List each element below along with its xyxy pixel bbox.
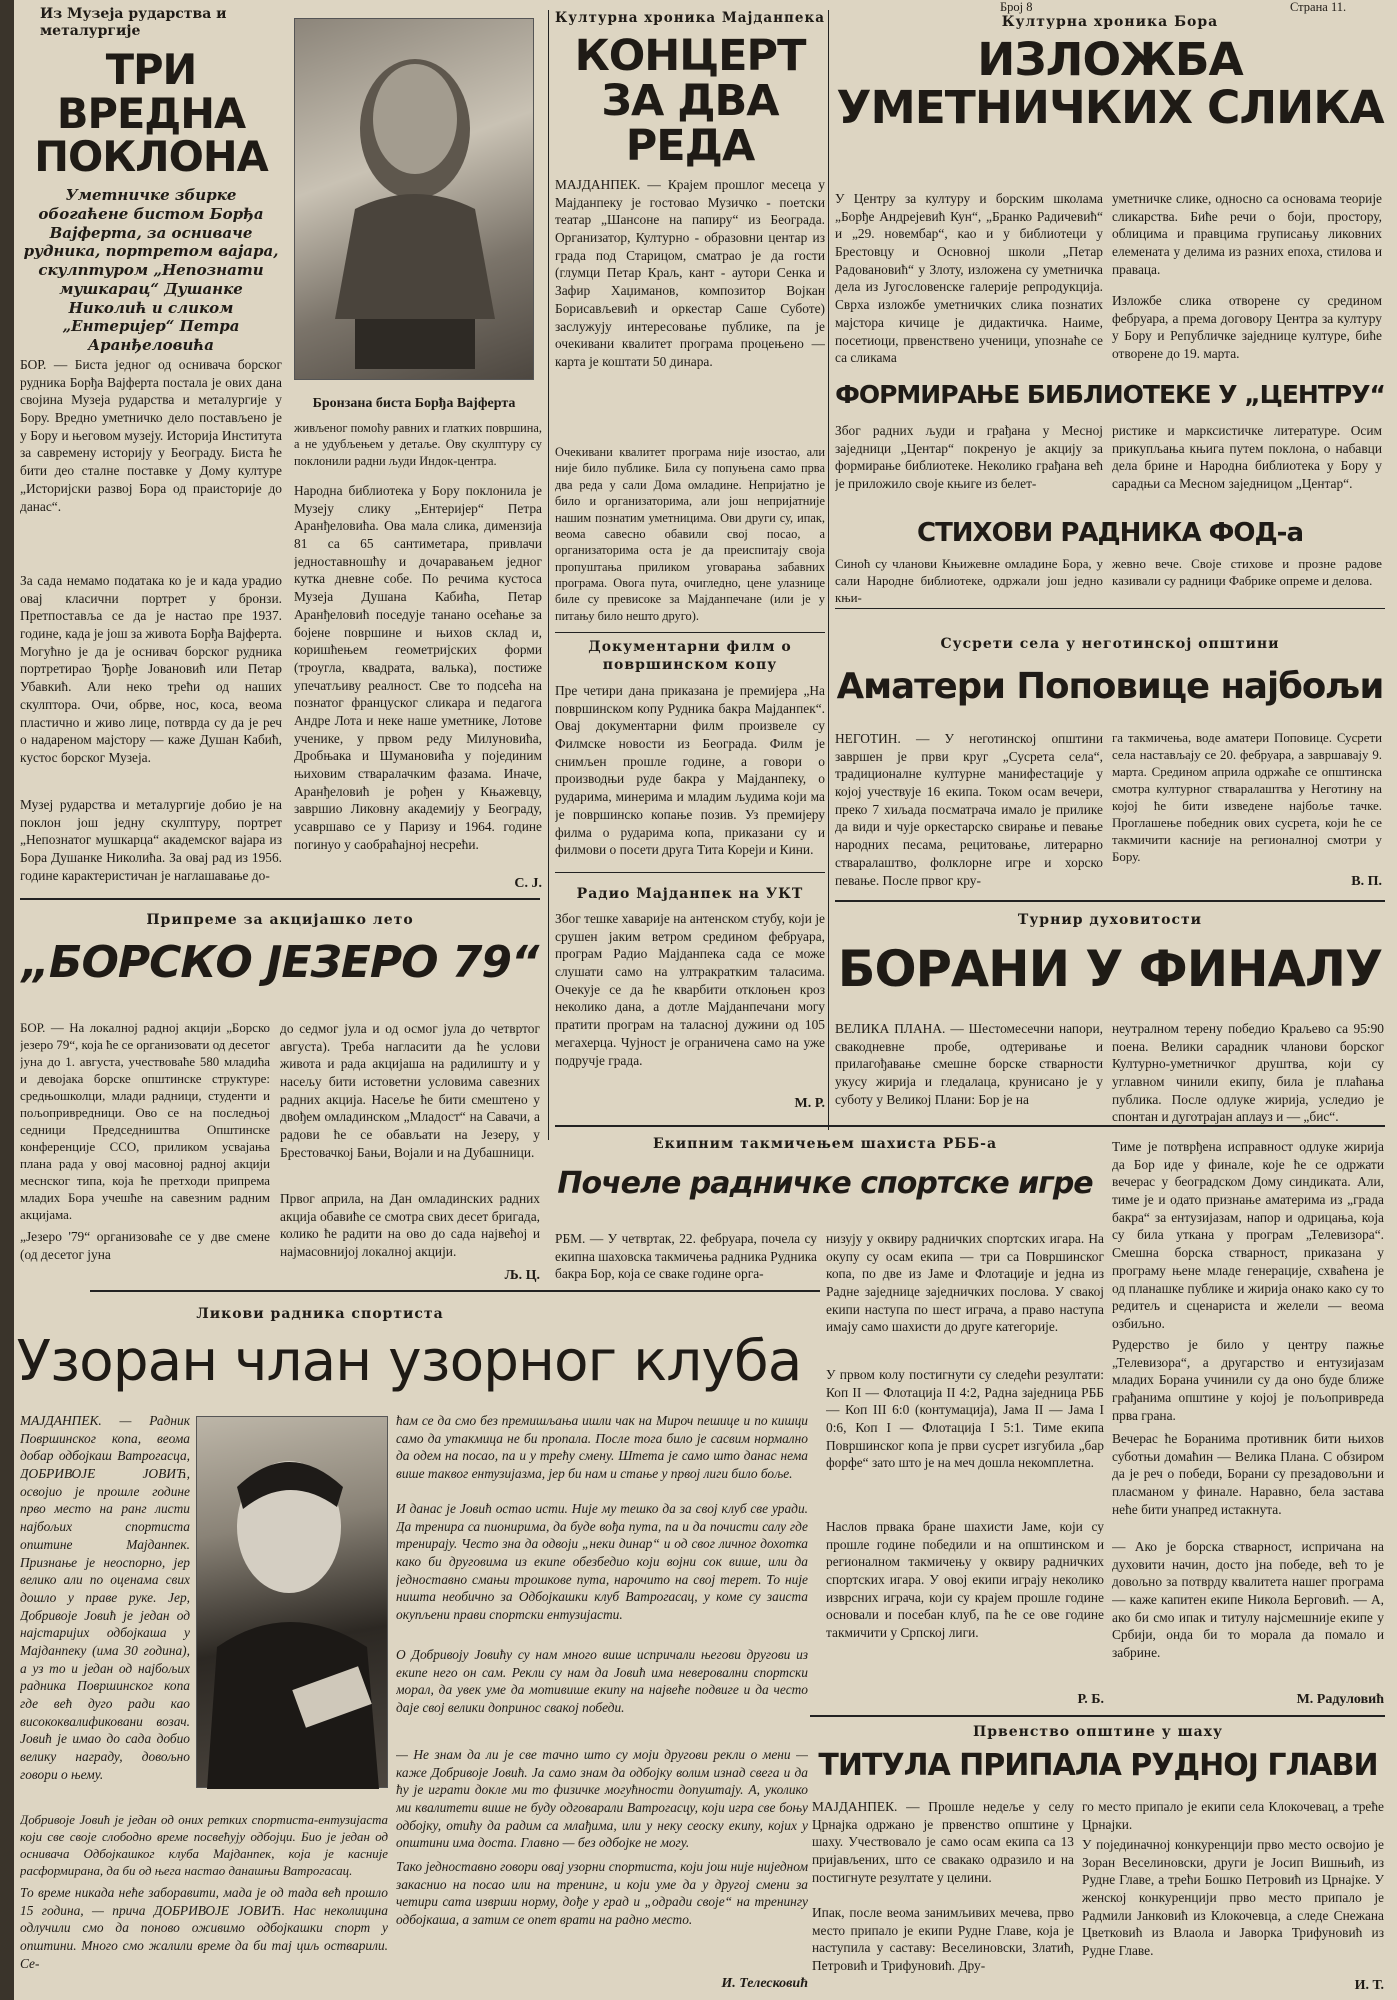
section-rule [835,608,1385,609]
a10-body5: Вечерас ће Боранима противник бити њихов суботњи домаћин — Велика Плана. С обзиром да је реч о победи, Борани су презадовољни и пласманом у финале. Наравно, бела застава неће бити унапред истакнута. [1112,1431,1384,1517]
column-rule [548,10,549,1140]
a10-body6: — Ако је борска стварност, испричана на духовити начин, досто јна победе, већ то је довољно за потврду квалитета нашег програма — каже капитен екипе Никола Берговић. — А, ако би смо ипак и титулу најсмешније екипе у Србији, онда би то морала да помало и забрине. [1112,1539,1384,1661]
a12-signature: И. Телесковић [721,1976,808,1991]
a2-body2: Очекивани квалитет програма није изостао, али није било публике. Била су попуњена само прва два реда у сали Дома омладине. Непријатно је било и организаторима, али још непријатније нашим познатим уметницима. Ови други су, ипак, веома савесно обавили свој посао, а организаторима оста је да преиспитају своја пропуштања приликом уговарања забавних програма. Овога пута, очигледно, цене улазнице биле су превисоке за Мајданпечане (или је у питању било нешто друго). [555,445,825,623]
a12-body7: — Не знам да ли је све тачно што су моји другови рекли о мени — каже Добривоје Јовић. Ја само знам да одбојку волим изнад свега и да ћу је играти докле ми то физичке могућности допуштају. А, уколико ми квалитети више не буду одговарали Ватрогасцу, који игра све боњу одбојку, отићу да радим са млађима, или у неку сеоску екипу, којих у општини има доста. Главно — без одбојке не могу. [396,1747,808,1851]
a9-kicker: Припреме за акцијашко лето [146,912,414,928]
a13-body2: Ипак, после веома занимљивих мечева, прво место припало је екипи Рудне Главе, која је наступила у саставу: Веселиновски, Златић, Петровић и Трифуновић. Дру- [812,1905,1074,1974]
a8-body1: НЕГОТИН. — У неготинској општини завршен је први круг „Сусрета села“, традиционалне културне манифестације у којој учествује 16 екипа. Током осам вечери, преко 7 хиљада посматрача имало је прилике да види и чује оркестарско свирање и певање народних песама, рецитовање, литерарно стваралаштво, фолклорне игре и хорско певање. После првог кру- [835,731,1103,888]
a12-kicker: Ликови радника спортиста [196,1306,444,1322]
athlete-illustration [197,1417,389,1789]
section-rule [555,632,825,633]
a1-body4: живљеног помоћу равних и глатких површина, а не удубљењем у детаље. Ову скулптуру су поклонили радни људи Индок-центра. [294,421,542,468]
a7-kicker: Радио Мајданпек на УКТ [576,886,804,902]
a3-title: ИЗЛОЖБА УМЕТНИЧКИХ СЛИКА [836,36,1384,134]
page-edge [0,0,14,2000]
a12-title: Узоран члан узорног клуба [16,1332,802,1394]
a12-body2: Добривоје Јовић је један од оних ретких спортиста-ентузијаста који све своје слободно време посвећују одбојци. Био је један од оснивача Одбојкашког клуба Мајданпек, која је касније расформирана, да би од њега настао данашњи Ватрогасац. [20,1813,388,1879]
a6-kicker: Документарни филм о површинском копу [588,639,792,674]
section-rule [835,900,1385,902]
bust-caption: Бронзана биста Борђа Вајферта [312,396,516,411]
issue-number: Број 8 [1000,0,1033,14]
a11-body4: Наслов првака бране шахисти Јаме, који су прошле године победили и на општинском и регионалном такмичењу у оквиру радничких спортских игара. У овој екипи играју неколико изврсних играча, који су крајем прошле године основали и посебан клуб, па ће се ове године такмичити у Српској лиги. [826,1519,1104,1641]
a1-body5: Народна библиотека у Бору поклонила је Музеју слику „Ентеријер“ Петра Аранђеловића. Ова мала слика, димензија 81 са 65 сантиметара, привлачи једноставношћу и дочаравањем једног кутка дневне собе. По речима кустоса Музеја Душана Кабића, Петар Аранђеловић поседује танано осећање за бојене површине и њихов склад и, коришћењем геометријских форми (троугла, квадрата, валька), постиже упечатљиву реалност. Све то подсећа на познатог француског сликара и педагога Андре Лота и неке наше уметнике, Лотове ученике, у првом реду Милуновића, Дробњака и Шумановића у појединим њиховим стваралачким фазама. Иначе, Аранђеловић је рођен у Књажевцу, завршио Ликовну академију у Београду, усавршаво се у Паризу и 1964. године погинуо у саобраћајној несрећи. [294,483,542,852]
section-rule [20,898,540,900]
a9-body3: до седмог јула и од осмог јула до четвртог августа). Треба нагласити да ће услови живота и рада акцијаша на радилишту и у насељу бити истоветни условима савезних радних акција. Насеље ће бити смештено у двођем омладинском „Младост“ на Савачи, а радови ће се обављати на Језеру, у Брестовачкој Бањи, Војали и на Дубашници. [280,1021,540,1160]
a9-body1: БОР. — На локалној радној акцији „Борско језеро 79“, која ће се организовати од десетог јуна до 1. августа, учествоваће 580 младића и девојака борске општинске структуре: средњошколци, млади радници, студенти и пољопривредници. Ово се на последњој седници Председништва Општинске конференције ССО, приликом усвајања плана рада у овој масовној радној акцији меснског типа, која ће претходи припрема младих Бора учешће на савезним радним акцијама. [20,1021,270,1223]
a1-body3: Музеј рударства и металургије добио је на поклон још једну скулптуру, портрет „Непознатог мушкарца“ академског вајара из Бора Душанке Николића. За овај рад из 1956. године карактеристичан је наглашавање до- [20,797,282,883]
a7-body: Због тешке хаварије на антенском стубу, који је срушен јаким ветром средином фебруара, програм Радио Мајданпека сада се може слушати само на ултракратким таласима. Очекује се да ће кварбити отклоњен кроз неколико дана, а дотле Мајданпечани могу пратити програм на таласној дужини од 105 мегахерца. Чујност је ограничена само на уже подручје града. [555,911,825,1068]
a12-body5: И данас је Јовић остао исти. Није му тешко да за свој клуб све уради. Да тренира са пионирима, да буде вођа пута, па и да почисти салу где тренирају. Често зна да одвоји „неки динар“ и од свог личног дохотка како би друговима из екипе обезбедио који војни сок више, или да једноставно смањи трошкове пута, нарочито на свој терет. То није ништа необично за Одбојкашки клуб Ватрогасац, у коме су заиста окупљени прави спортски ентузијасти. [396,1501,808,1623]
a11-body2: низују у оквиру радничких спортских игара. На окупу су осам екипа — три са Површинског копа, по две из Јаме и Флотације и једна из Радне заједнице заједничких послова. У свакој екипи наступа по шест играча, а право наступа имају само шахисти до друге категорије. [826,1231,1104,1335]
a13-body3: го место припало је екипи села Клокочевац, а треће Црнајки. [1082,1799,1384,1832]
a12-body4: ћам се да смо без премишљања ишли чак на Мироч пешице и по кишци само да утакмица не би пропала. После тога било је сасвим нормално да одем на посао, па и у трећу смену. Штета је само што данас нема више таквог ентузијазма, јер би нам и стање у првој лиги било боље. [396,1413,808,1482]
a9-title: „БОРСКО ЈЕЗЕРО 79“ [21,940,539,988]
section-rule [90,1290,820,1292]
a10-kicker: Турнир духовитости [1017,912,1203,928]
a3-body3: Изложбе слика отворене су средином фебруара, а према договору Центра за културу у Бору и Републичке заједнице културе, биће отворене до 19. марта. [1112,293,1382,362]
a12-body6: О Добривоју Јовићу су нам много више испричали његови другови из екипе него он сам. Рекли су нам да Јовић има неверовални спортски морал, да увек уме да мотивише екипу на највеће подвиге и да често даје свој велики допринос свакој победи. [396,1647,808,1716]
a3-body1: У Центру за културу и борским школама „Борђе Андрејевић Кун“, „Бранко Радичевић“ и „29. новембар“, као и у библиотеци у Брестовцу и Основној школи „Петар Радовановић“ у Злоту, изложена су уметничка дела из Југословенске галерије репродукција. Сврха изложбе уметничких слика познатих мајстора кичице је дидактичка. Наиме, посетиоци, првенствено ученици, упознаће се са сликама [835,191,1103,366]
a13-kicker: Првенство општине у шаху [972,1724,1223,1740]
a13-signature: И. Т. [1354,1978,1384,1993]
a8-body2: га такмичења, воде аматери Поповице. Сусрети села настављају се 20. фебруара, а завршавају 9. марта. Средином априла одржаће се општинска смотра културног стваралаштва у Неготину на којој ће бити изведене најбоље тачке. Проглашење победник ових сусрета, који ће се такмичити касније на регионалној смотри у Бору. [1112,731,1382,865]
a1-title: ТРИ ВРЕДНА ПОКЛОНА [34,48,268,180]
a5-title: СТИХОВИ РАДНИКА ФОД-а [916,520,1303,548]
a4-title: ФОРМИРАЊЕ БИБЛИОТЕКЕ У „ЦЕНТРУ“ [835,382,1385,409]
bust-photo [294,18,534,380]
a13-body4: У појединачној конкуренцији прво место освојио је Зоран Веселиновски, други је Јосип Вишњић, из Рудне Главе, а трећи Бошко Петровић из Црнајке. У женској конкуренцији прво место припало је Радмили Јанковић из Клокочевца, а следе Снежана Цветковић из Влаола и Јаворка Трифуновић из Рудне Главе. [1082,1837,1384,1959]
section-rule [810,1715,1385,1717]
a2-body1: МАЈДАНПЕК. — Крајем прошлог месеца у Мајданпеку је гостовао Музичко - поетски театар „Шансоне на папиру“ из Београда. Организатор, Културно - образовни центар из града под Старицом, сматрао је да гости (глумци Петар Краљ, кант - аутори Сенка и Зафир Хаџиманов, композитор Војкан Борисављевић и оркестар Саше Суботе) заслужују интересовање публике, па је очекивани квалитет програма процењено — карта је коштати 50 динара. [555,177,825,369]
a1-kicker: Из Музеја рударства и металургије [40,6,227,39]
a12-body3: То време никада неће заборавити, мада је од тада већ прошло 15 година, — прича ДОБРИВОЈЕ ЈОВИЋ. Нас неколицина одлучили смо да поново оживимо одбојкашки спорт у општини. Много смо жалили време да би тај циљ остварили. Се- [20,1885,388,1971]
a4-body2: ристике и марксистичке литературе. Осим прикупљања књига путем поклона, о набавци дела брине и Народна библиотека у Бору у сарадњи са Месном заједницом „Центар“. [1112,423,1382,492]
a12-body8: Тако једноставно говори овај узорни спортиста, који још није ниједном закаснио на посао или на тренинг, и који уме да у другој смени за четири сата изврши норму, дође у град и „одради своје“ на тренингу одбојкаша, а затим се опет врати на радно место. [396,1859,808,1928]
a9-body2: „Језеро '79“ организоваће се у две смене (од десетог јуна [20,1229,270,1262]
a3-body2: уметничке слике, односно са основама теорије сликарства. Биће речи о боји, простору, облицима и правцима груписању ликовних елемената у делима из разних епоха, стилова и праваца. [1112,191,1382,277]
a2-kicker: Културна хроника Мајданпека [555,10,825,26]
a10-body2: неутралном терену победио Краљево са 95:90 поена. Велики сарадник чланови борског Културно-уметничког друштва, који су углавном чинили екипу, била је плаћања публика. После одлуке жирија, уследио је спонтан и дуготрајан аплауз и — „бис“. [1112,1021,1384,1125]
a10-body3: Тиме је потврђена исправност одлуке жирија да Бор иде у финале, које ће се одржати вечерас у београдском Дому синдиката. Али, тиме је и одато признање аматерима из „града бакра“ за ентузијазам, напор и одрицања, која су била уткана у програм „Телевизора“. Смешна борска стварност, приказана у програму њене младе генерације, схваћена је од планашке публике и жирија онако како су то редитељ и сценариста и желели — веома озбиљно. [1112,1139,1384,1331]
a13-title: ТИТУЛА ПРИПАЛА РУДНОЈ ГЛАВИ [818,1750,1378,1783]
a1-body2: За сада немамо података ко је и када урадио овај класични портрет у бронзи. Претпоставља се да је настао пре 1937. године, када је још за живота Борђа Вајферта. Могућно је да је оснивач борског рудника портретирао Ђорђе Јовановић или Петар Убавкић. Али неко трећи од наших скулптора. Очи, обрве, нос, коса, веома пластично и живо лице, потврда су да је реч о надареном мајстору — каже Душан Кабић, кустос борског Музеја. [20,573,282,765]
a6-body: Пре четири дана приказана је премијера „На површинском копу Рудника бакра Мајданпек“. Овај документарни филм произвеле су Филмске новости из Београда. Филм је снимљен прошле године, а говори о производњи руде бакра у Мајданпеку, о рударима, минерима и младим људима који ма је површинско копање позив. Уз премијеру филма о рударима копа, приказани су и филмови о посети друга Тита Кореји и Кини. [555,683,825,858]
a11-kicker: Екипним такмичењем шахиста РББ-а [652,1136,998,1152]
a11-body1: РБМ. — У четвртак, 22. фебруара, почела су екипна шаховска такмичења радника Рудника бакра Бор, која се сваке године орга- [555,1231,817,1282]
a1-signature: С. Ј. [514,876,542,891]
a12-body1: МАЈДАНПЕК. — Радник Површинског копа, веома добар одбојкаш Ватрогасца, ДОБРИВОЈЕ ЈОВИЋ, освојио је прошле године прво место на ранг листи најбољих спортиста општине Мајданпек. Признање је неоспорно, јер велико али по оценама свих дошло у праве руке. Јер, Добривоје Јовић је један од најстаријих одбојкаша у Мајданпеку (има 30 година), а уз то и један од најбољих радника Површинског копа где већ дуго ради као висококвалификовани возач. Јовић је имао до сада добио велику награду, довољно говори о њему. [20,1413,190,1782]
a10-title: БОРАНИ У ФИНАЛУ [837,944,1383,998]
page-number: Страна 11. [1290,0,1347,14]
a10-body4: Рудерство је било у центру пажње „Телевизора“, а другарство и ентузијазам младих Борана учинили су да оно буде ближе грађанима општине у којој је пољопривреда прва грана. [1112,1337,1384,1423]
a5-body1: Синоћ су чланови Књижевне омладине Бора, у сали Народне библиотеке, одржали још једно књи- [835,557,1103,606]
a11-signature: Р. Б. [1077,1692,1104,1707]
a13-body1: МАЈДАНПЕК. — Прошле недеље у селу Црнајка одржано је првенство општине у шаху. Учествовало је само осам екипа са 13 пријављених, што се свакако одразило и на постигнуте резултате у целини. [812,1799,1074,1885]
a2-title: КОНЦЕРТ ЗА ДВА РЕДА [574,34,806,170]
athlete-photo [196,1416,388,1788]
a7-signature: М. Р. [794,1096,825,1111]
bust-illustration [295,19,535,381]
column-rule [828,10,829,1130]
a8-title: Аматери Поповице најбољи [836,668,1384,707]
a11-body3: У првом колу постигнути су следећи резултати: Коп II — Флотација II 4:2, Радна заједница РББ — Коп III 6:0 (контумација), Јама II — Јама I 0:6, Коп I — Флотација I 5:1. Тиме екипа Површинског копа је први сусрет изгубила „бар форфе“ зато што је на меч дошла некомплетна. [826,1367,1104,1471]
a3-kicker: Културна хроника Бора [1001,14,1219,30]
a1-lead: Уметничке збирке обогаћене бистом Борђа Вајферта, за осниваче рудника, портретом вајара, скулптуром „Непознати мушкарац“ Душанке Николић и сликом „Ентеријер“ Петра Аранђеловића [23,186,279,354]
a11-title: Почеле радничке спортске игре [557,1168,1093,1201]
a5-body2: жевно вече. Своје стихове и прозне радове казивали су радници Фабрике опреме и делова. [1112,557,1382,589]
a10-body1: ВЕЛИКА ПЛАНА. — Шестомесечни напори, свакодневне пробе, одтеривање и прилагођавање смешне борске стварности укусу жирија и гледалаца, крунисано је у суботу у Великој Плани: Бор је на [835,1021,1103,1107]
a8-signature: В. П. [1351,874,1382,889]
section-rule [555,872,825,873]
a10-signature: М. Радуловић [1296,1692,1384,1707]
a9-signature: Љ. Ц. [504,1268,540,1283]
a8-kicker: Сусрети села у неготинској општини [940,636,1280,652]
a1-body1: БОР. — Биста једног од оснивача борског рудника Борђа Вајферта постала је ових дана својина Музеја рударства и металургије у Бору. Вредно уметничко дело постављено је у Бору и његовом музеју. Историја Института за савремену историју у Београду. Биста ће бити део сталне поставке у Дому културе „Историјски развој Бора од праисторије до данас“. [20,357,282,514]
a9-body4: Првог априла, на Дан омладинских радних акција обавиће се смотра свих десет бригада, колико ће радити на ово до сада највећој и најмасовнијој локалној акцији. [280,1191,540,1260]
a4-body1: Због радних људи и грађана у Месној заједници „Центар“ покренуо је акцију за формирање библиотеке. Неколико грађана већ је приложило своје књиге из белет- [835,423,1103,492]
